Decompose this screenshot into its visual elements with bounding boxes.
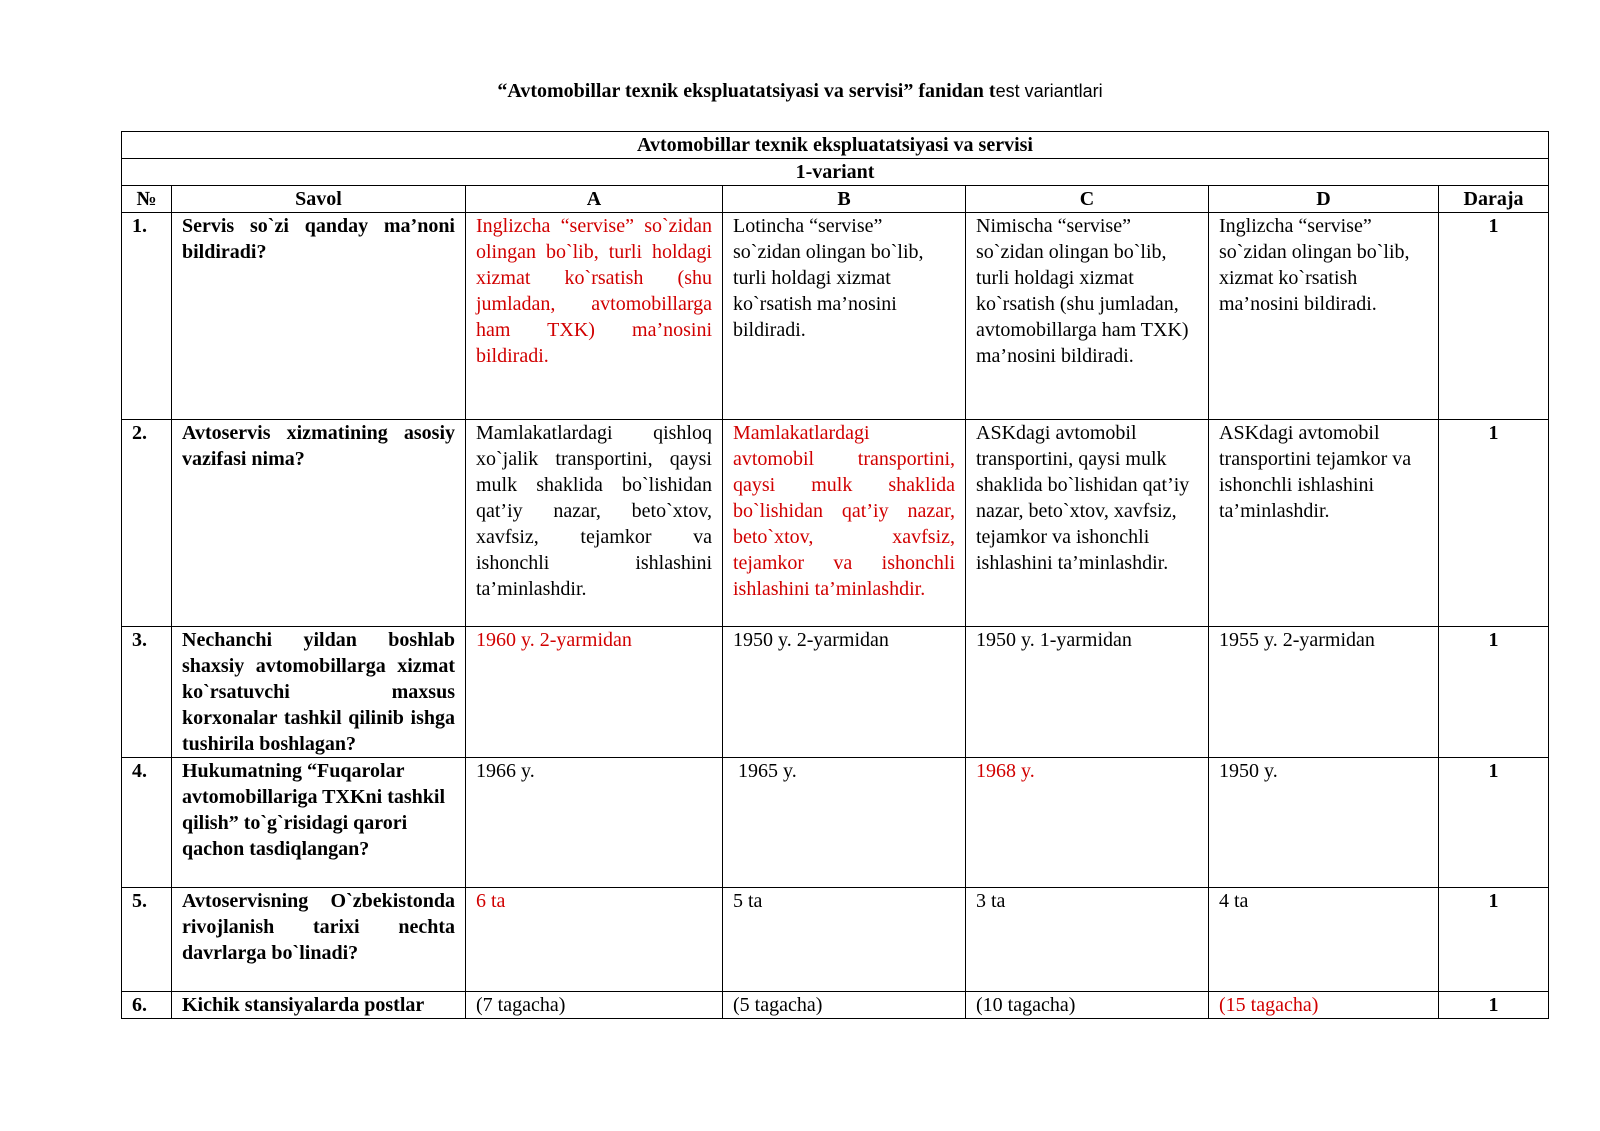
table-row — [122, 420, 1549, 627]
option-b: 1965 y. — [723, 758, 966, 888]
header-level: Daraja — [1439, 186, 1549, 213]
option-c: ASKdagi avtomobil transportini, qaysi mulk shaklida bo`lishidan qat’iy nazar, beto`xtov, xavfsiz, tejamkor va ishonchli ishlashini ta’minlashdir. — [966, 420, 1209, 627]
option-b: 5 ta — [723, 888, 966, 992]
difficulty-level: 1 — [1439, 420, 1549, 627]
table-row — [122, 992, 1549, 1019]
question-number: 5. — [122, 888, 172, 992]
question-number: 2. — [122, 420, 172, 627]
option-d: Inglizcha “servise” so`zidan olingan bo`lib, xizmat ko`rsatish ma’nosini bildiradi. — [1209, 213, 1439, 420]
difficulty-level: 1 — [1439, 213, 1549, 420]
table-row — [122, 758, 1549, 888]
title-bold-part: “Avtomobillar texnik ekspluatatsiyasi va servisi” fanidan t — [497, 80, 996, 102]
question-text: Servis so`zi qanday ma’noni bildiradi? — [172, 213, 466, 420]
question-text: Nechanchi yildan boshlab shaxsiy avtomobillarga xizmat ko`rsatuvchi maxsus korxonalar tashkil qilinib ishga tushirila boshlagan? — [172, 627, 466, 758]
table-row — [122, 627, 1549, 758]
option-a: 1966 y. — [466, 758, 723, 888]
option-a: 6 ta — [466, 888, 723, 992]
option-b: (5 tagacha) — [723, 992, 966, 1019]
option-c: (10 tagacha) — [966, 992, 1209, 1019]
option-a: Inglizcha “servise” so`zidan olingan bo`lib, turli holdagi xizmat ko`rsatish (shu jumladan, avtomobillarga ham TXK) ma’nosini bildiradi. — [466, 213, 723, 420]
variant-row — [122, 159, 1549, 186]
option-c: 1950 y. 1-yarmidan — [966, 627, 1209, 758]
difficulty-level: 1 — [1439, 992, 1549, 1019]
option-a: Mamlakatlardagi qishloq xo`jalik transportini, qaysi mulk shaklida bo`lishidan qat’iy nazar, beto`xtov, xavfsiz, tejamkor va ishonchli ishlashini ta’minlashdir. — [466, 420, 723, 627]
table-row — [122, 213, 1549, 420]
test-variants-table — [121, 131, 1549, 1019]
question-text: Avtoservis xizmatining asosiy vazifasi nima? — [172, 420, 466, 627]
option-d: 1955 y. 2-yarmidan — [1209, 627, 1439, 758]
option-a: 1960 y. 2-yarmidan — [466, 627, 723, 758]
subject-title: Avtomobillar texnik ekspluatatsiyasi va servisi — [122, 132, 1549, 159]
question-number: 6. — [122, 992, 172, 1019]
page-title — [0, 80, 1600, 103]
option-b: 1950 y. 2-yarmidan — [723, 627, 966, 758]
variant-title: 1-variant — [122, 159, 1549, 186]
header-option-c: C — [966, 186, 1209, 213]
question-text: Kichik stansiyalarda postlar — [172, 992, 466, 1019]
header-num: № — [122, 186, 172, 213]
subject-row — [122, 132, 1549, 159]
option-d: 4 ta — [1209, 888, 1439, 992]
question-text: Avtoservisning O`zbekistonda rivojlanish tarixi nechta davrlarga bo`linadi? — [172, 888, 466, 992]
option-c: 3 ta — [966, 888, 1209, 992]
option-d: ASKdagi avtomobil transportini tejamkor va ishonchli ishlashini ta’minlashdir. — [1209, 420, 1439, 627]
header-option-a: A — [466, 186, 723, 213]
title-normal-part: est variantlari — [995, 81, 1103, 101]
option-a: (7 tagacha) — [466, 992, 723, 1019]
difficulty-level: 1 — [1439, 758, 1549, 888]
table-row — [122, 888, 1549, 992]
header-option-b: B — [723, 186, 966, 213]
column-header-row — [122, 186, 1549, 213]
question-number: 4. — [122, 758, 172, 888]
difficulty-level: 1 — [1439, 888, 1549, 992]
option-c: Nimischa “servise” so`zidan olingan bo`lib, turli holdagi xizmat ko`rsatish (shu jumladan, avtomobillarga ham TXK) ma’nosini bildiradi. — [966, 213, 1209, 420]
question-number: 1. — [122, 213, 172, 420]
header-question: Savol — [172, 186, 466, 213]
question-number: 3. — [122, 627, 172, 758]
option-d: 1950 y. — [1209, 758, 1439, 888]
difficulty-level: 1 — [1439, 627, 1549, 758]
question-text: Hukumatning “Fuqarolar avtomobillariga TXKni tashkil qilish” to`g`risidagi qarori qachon tasdiqlangan? — [172, 758, 466, 888]
option-b: Lotincha “servise” so`zidan olingan bo`lib, turli holdagi xizmat ko`rsatish ma’nosini bildiradi. — [723, 213, 966, 420]
option-d: (15 tagacha) — [1209, 992, 1439, 1019]
option-c: 1968 y. — [966, 758, 1209, 888]
header-option-d: D — [1209, 186, 1439, 213]
option-b: Mamlakatlardagi avtomobil transportini, qaysi mulk shaklida bo`lishidan qat’iy nazar, beto`xtov, xavfsiz, tejamkor va ishonchli ishlashini ta’minlashdir. — [723, 420, 966, 627]
